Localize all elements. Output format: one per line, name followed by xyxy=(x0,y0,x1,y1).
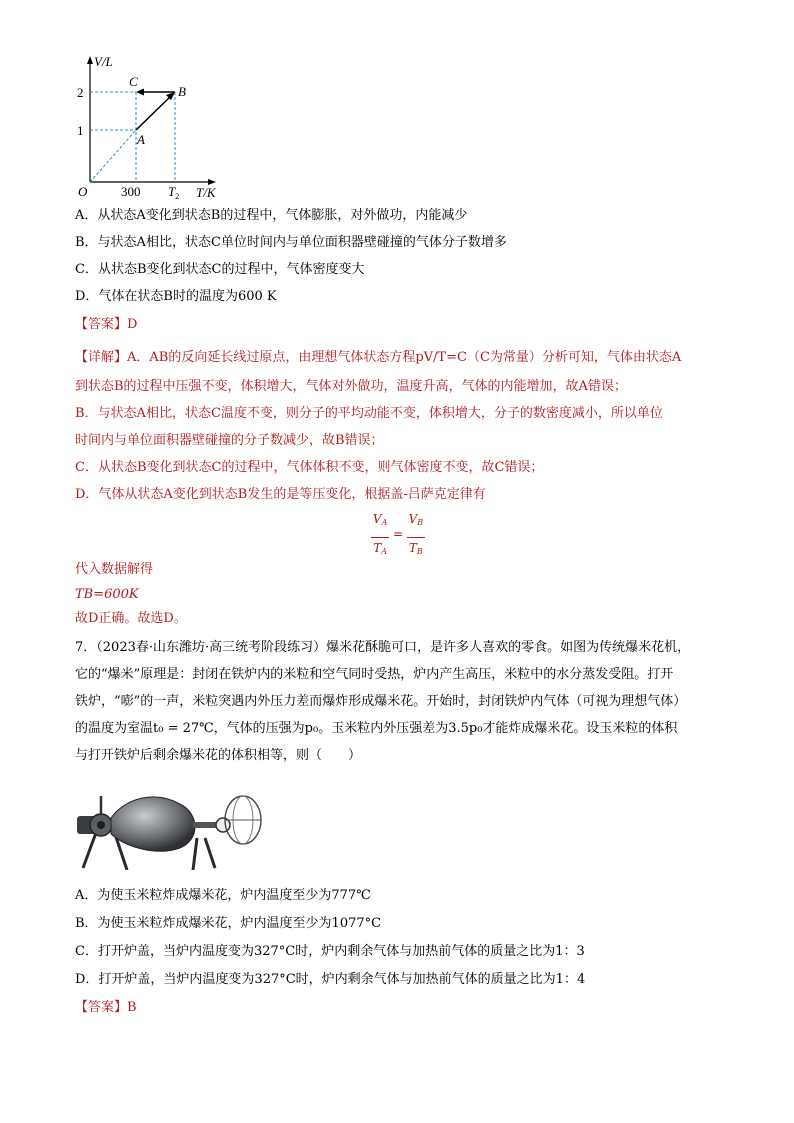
q7-stem-line-3: 铁炉，“嘭”的一声，米粒突遇内外压力差而爆炸形成爆米花。开始时，封闭铁炉内气体（可视为理想气体） xyxy=(75,694,687,709)
x-tick-t2-sub: 2 xyxy=(175,192,180,200)
q7-option-d: D．打开炉盖，当炉内温度变为327°C时，炉内剩余气体与加热前气体的质量之比为1：4 xyxy=(75,972,586,987)
q6-option-c: C．从状态B变化到状态C的过程中，气体密度变大 xyxy=(75,262,365,277)
frac-ta: $T_A$ xyxy=(373,541,388,556)
q7-stem-line-2: 它的“爆米”原理是：封闭在铁炉内的米粒和空气同时受热，炉内产生高压，米粒中的水分蒸发受阻。打开 xyxy=(75,667,674,682)
q7-stem-line-1: 7．（2023春·山东潍坊·高三统考阶段练习）爆米花酥脆可口，是许多人喜欢的零食。如图为传统爆米花机， xyxy=(75,640,691,655)
q6-substitute: 代入数据解得 xyxy=(75,562,154,577)
q7-option-c: C．打开炉盖，当炉内温度变为327°C时，炉内剩余气体与加热前气体的质量之比为1：3 xyxy=(75,944,585,959)
point-label-b: B xyxy=(178,84,186,99)
frac-vb: $V_B$ xyxy=(408,512,424,527)
q6-option-b: B．与状态A相比，状态C单位时间内与单位面积器壁碰撞的气体分子数增多 xyxy=(75,235,507,250)
x-tick-300: 300 xyxy=(121,184,141,199)
q6-answer: 【答案】D xyxy=(75,317,138,332)
q6-detail-line-3: B．与状态A相比，状态C温度不变，则分子的平均动能不变，体积增大，分子的数密度减小，所以单位 xyxy=(75,406,663,421)
guide-line-origin-a xyxy=(90,130,136,182)
q7-stem-line-4: 的温度为室温t₀ = 27℃，气体的压强为p₀。玉米粒内外压强差为3.5p₀才能炸成爆米花。设玉米粒的体积 xyxy=(75,721,678,736)
q7-answer: 【答案】B xyxy=(75,1000,137,1015)
q7-option-a: A．为使玉米粒炸成爆米花，炉内温度至少为777℃ xyxy=(75,888,371,903)
x-tick-t2: $T_2$ xyxy=(168,184,180,200)
v-t-graph xyxy=(70,52,240,200)
q6-detail-line-4: 时间内与单位面积器壁碰撞的分子数减少，故B错误； xyxy=(75,433,384,448)
q7-stem-line-5: 与打开铁炉后剩余爆米花的体积相等，则（ ） xyxy=(75,748,362,763)
q6-detail-line-2: 到状态B的过程中压强不变，体积增大，气体对外做功，温度升高，气体的内能增加，故A错误； xyxy=(75,379,627,394)
y-axis-label: V/L xyxy=(94,54,113,69)
line-a-to-b xyxy=(136,96,171,130)
q6-option-a: A．从状态A变化到状态B的过程中，气体膨胀，对外做功，内能减少 xyxy=(75,208,468,223)
q6-detail-line-5: C．从状态B变化到状态C的过程中，气体体积不变，则气体密度不变，故C错误； xyxy=(75,460,544,475)
y-axis-arrow xyxy=(87,56,93,64)
popcorn-machine-image xyxy=(75,790,265,870)
y-tick-2: 2 xyxy=(77,85,84,100)
origin-label: O xyxy=(78,184,88,199)
q6-option-d: D．气体在状态B时的温度为600 K xyxy=(75,289,277,304)
point-label-c: C xyxy=(129,74,138,89)
x-axis-label: T/K xyxy=(196,185,216,200)
q6-detail-formula: pV/T=C（C为常量）分析可知，气体由状态A xyxy=(415,350,682,365)
q6-result: TB=600K xyxy=(75,587,139,602)
point-label-a: A xyxy=(137,132,145,147)
q7-option-b: B．为使玉米粒炸成爆米花，炉内温度至少为1077°C xyxy=(75,916,382,931)
q6-detail-line-6: D．气体从状态A变化到状态B发生的是等压变化，根据盖-吕萨克定律有 xyxy=(75,487,486,502)
frac-equals: = xyxy=(392,527,404,541)
y-tick-1: 1 xyxy=(77,123,84,138)
gay-lussac-equation xyxy=(370,512,426,556)
q6-conclusion: 故D正确。故选D。 xyxy=(75,611,187,626)
frac-va: $V_A$ xyxy=(372,512,388,527)
arrow-head-c xyxy=(136,89,144,96)
frac-tb: $T_B$ xyxy=(408,541,423,556)
q6-detail-line-1: 【详解】A．AB的反向延长线过原点，由理想气体状态方程pV/T=C（C为常量）分析可知，气体由状态A xyxy=(75,350,682,365)
